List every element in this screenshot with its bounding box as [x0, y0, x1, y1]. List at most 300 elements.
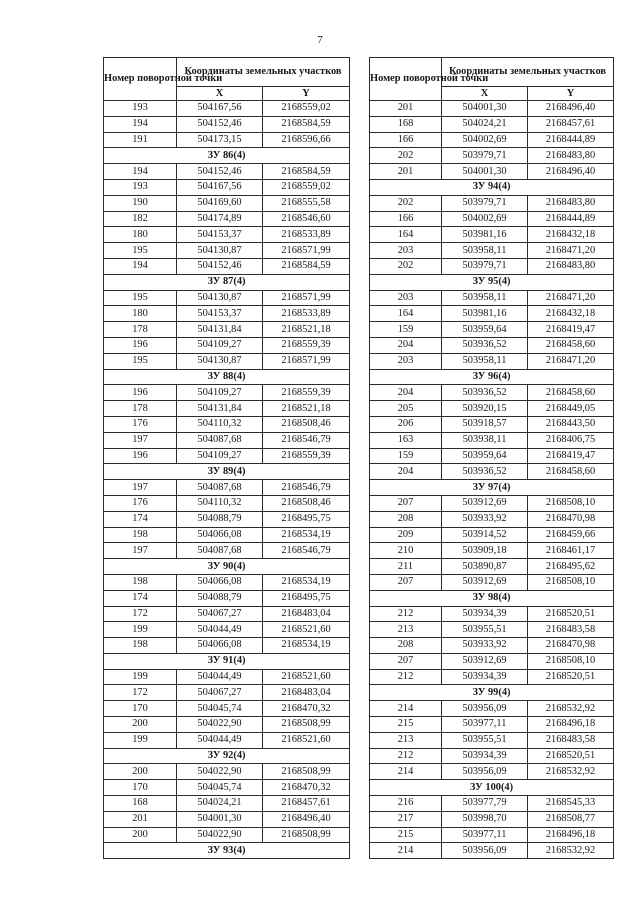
y-coordinate-cell: 2168419,47 [528, 322, 614, 338]
point-number-cell: 199 [104, 669, 177, 685]
y-coordinate-cell: 2168521,18 [263, 322, 350, 338]
table-row [104, 480, 350, 496]
table-row [370, 448, 614, 464]
point-number-cell: 198 [104, 527, 177, 543]
y-coordinate-cell: 2168496,18 [528, 827, 614, 843]
x-coordinate-cell: 503955,51 [442, 622, 528, 638]
y-coordinate-cell: 2168521,60 [263, 622, 350, 638]
x-coordinate-cell: 503958,11 [442, 243, 528, 259]
y-coordinate-cell: 2168559,39 [263, 448, 350, 464]
y-coordinate-cell: 2168532,92 [528, 701, 614, 717]
point-number-cell: 199 [104, 622, 177, 638]
point-number-cell: 215 [370, 717, 442, 733]
y-coordinate-cell: 2168546,79 [263, 543, 350, 559]
table-row [370, 574, 614, 590]
parcel-group-row [370, 685, 614, 701]
point-number-cell: 164 [370, 306, 442, 322]
point-number-cell: 159 [370, 448, 442, 464]
table-row [370, 811, 614, 827]
parcel-group-row [370, 480, 614, 496]
coordinates-table-left [103, 57, 350, 859]
y-coordinate-cell: 2168534,19 [263, 527, 350, 543]
y-coordinate-cell: 2168521,18 [263, 401, 350, 417]
x-coordinate-cell: 503938,11 [442, 432, 528, 448]
table-row [104, 669, 350, 685]
point-number-cell: 212 [370, 748, 442, 764]
point-number-cell: 207 [370, 653, 442, 669]
x-coordinate-cell: 503936,52 [442, 337, 528, 353]
x-coordinate-cell: 504109,27 [177, 385, 263, 401]
x-coordinate-cell: 503977,11 [442, 827, 528, 843]
y-coordinate-cell: 2168495,75 [263, 511, 350, 527]
x-coordinate-cell: 504130,87 [177, 243, 263, 259]
x-coordinate-cell: 503998,70 [442, 811, 528, 827]
parcel-group-row [104, 369, 350, 385]
table-row [104, 258, 350, 274]
point-number-cell: 210 [370, 543, 442, 559]
point-number-cell: 208 [370, 638, 442, 654]
point-number-cell: 204 [370, 337, 442, 353]
point-number-cell: 201 [104, 811, 177, 827]
parcel-group-row [104, 148, 350, 164]
point-number-cell: 176 [104, 495, 177, 511]
x-coordinate-cell: 504167,56 [177, 179, 263, 195]
point-number-cell: 196 [104, 337, 177, 353]
x-coordinate-cell: 503958,11 [442, 353, 528, 369]
page-number: 7 [317, 34, 323, 46]
point-number-cell: 209 [370, 527, 442, 543]
parcel-group-row [370, 274, 614, 290]
y-coordinate-cell: 2168496,18 [528, 717, 614, 733]
point-number-header: Номер поворотной точки [370, 58, 442, 101]
table-row [104, 495, 350, 511]
y-coordinate-cell: 2168483,80 [528, 195, 614, 211]
x-coordinate-cell: 503912,69 [442, 574, 528, 590]
point-number-cell: 214 [370, 701, 442, 717]
y-coordinate-cell: 2168508,10 [528, 574, 614, 590]
point-number-cell: 201 [370, 164, 442, 180]
parcel-label: ЗУ 92(4) [104, 748, 350, 764]
point-number-cell: 214 [370, 843, 442, 859]
y-coordinate-cell: 2168584,59 [263, 116, 350, 132]
parcel-label: ЗУ 90(4) [104, 559, 350, 575]
y-coordinate-cell: 2168471,20 [528, 290, 614, 306]
x-coordinate-cell: 504109,27 [177, 337, 263, 353]
y-coordinate-cell: 2168546,60 [263, 211, 350, 227]
parcel-group-row [370, 179, 614, 195]
x-header: X [442, 87, 528, 101]
table-row [104, 243, 350, 259]
y-coordinate-cell: 2168533,89 [263, 227, 350, 243]
table-row [370, 195, 614, 211]
y-coordinate-cell: 2168471,20 [528, 353, 614, 369]
point-number-cell: 195 [104, 353, 177, 369]
point-number-cell: 195 [104, 243, 177, 259]
point-number-cell: 203 [370, 243, 442, 259]
point-number-cell: 168 [370, 116, 442, 132]
x-coordinate-cell: 503934,39 [442, 606, 528, 622]
y-coordinate-cell: 2168444,89 [528, 211, 614, 227]
parcel-label: ЗУ 94(4) [370, 179, 614, 195]
y-coordinate-cell: 2168458,60 [528, 464, 614, 480]
point-number-cell: 178 [104, 401, 177, 417]
parcel-group-row [104, 653, 350, 669]
point-number-cell: 170 [104, 780, 177, 796]
point-number-cell: 212 [370, 606, 442, 622]
point-number-cell: 198 [104, 638, 177, 654]
point-number-cell: 202 [370, 148, 442, 164]
table-row [104, 227, 350, 243]
point-number-cell: 166 [370, 132, 442, 148]
point-number-header: Номер поворотной точки [104, 58, 177, 101]
x-coordinate-cell: 503977,11 [442, 717, 528, 733]
x-coordinate-cell: 503981,16 [442, 306, 528, 322]
y-coordinate-cell: 2168483,80 [528, 148, 614, 164]
x-coordinate-cell: 503958,11 [442, 290, 528, 306]
x-coordinate-cell: 503955,51 [442, 732, 528, 748]
point-number-cell: 170 [104, 701, 177, 717]
x-coordinate-cell: 504167,56 [177, 101, 263, 117]
coordinates-table-right [369, 57, 614, 859]
point-number-cell: 202 [370, 195, 442, 211]
parcel-label: ЗУ 95(4) [370, 274, 614, 290]
x-coordinate-cell: 503956,09 [442, 843, 528, 859]
point-number-cell: 180 [104, 306, 177, 322]
table-row [104, 132, 350, 148]
table-row [104, 527, 350, 543]
parcel-group-row [104, 274, 350, 290]
table-row [104, 416, 350, 432]
y-coordinate-cell: 2168432,18 [528, 306, 614, 322]
point-number-cell: 172 [104, 685, 177, 701]
x-coordinate-cell: 503956,09 [442, 701, 528, 717]
y-coordinate-cell: 2168458,60 [528, 337, 614, 353]
y-coordinate-cell: 2168532,92 [528, 843, 614, 859]
y-coordinate-cell: 2168470,32 [263, 780, 350, 796]
table-row [104, 511, 350, 527]
x-coordinate-cell: 503933,92 [442, 638, 528, 654]
table-row [104, 780, 350, 796]
table-row [370, 543, 614, 559]
table-row [104, 764, 350, 780]
parcel-label: ЗУ 89(4) [104, 464, 350, 480]
point-number-cell: 206 [370, 416, 442, 432]
y-coordinate-cell: 2168483,04 [263, 606, 350, 622]
table-row [370, 148, 614, 164]
y-coordinate-cell: 2168508,46 [263, 416, 350, 432]
x-coordinate-cell: 503934,39 [442, 669, 528, 685]
table-row [370, 416, 614, 432]
parcel-label: ЗУ 93(4) [104, 843, 350, 859]
table-row [370, 464, 614, 480]
parcel-group-row [370, 590, 614, 606]
x-coordinate-cell: 504088,79 [177, 590, 263, 606]
y-coordinate-cell: 2168508,10 [528, 653, 614, 669]
x-coordinate-cell: 503918,57 [442, 416, 528, 432]
y-coordinate-cell: 2168470,98 [528, 511, 614, 527]
y-coordinate-cell: 2168508,10 [528, 495, 614, 511]
table-row [104, 685, 350, 701]
table-row [370, 243, 614, 259]
x-coordinate-cell: 504044,49 [177, 732, 263, 748]
point-number-cell: 213 [370, 622, 442, 638]
point-number-cell: 197 [104, 480, 177, 496]
y-coordinate-cell: 2168444,89 [528, 132, 614, 148]
parcel-group-row [104, 559, 350, 575]
table-row [370, 827, 614, 843]
y-coordinate-cell: 2168546,79 [263, 480, 350, 496]
y-coordinate-cell: 2168508,77 [528, 811, 614, 827]
y-coordinate-cell: 2168443,50 [528, 416, 614, 432]
x-coordinate-cell: 503920,15 [442, 401, 528, 417]
x-coordinate-cell: 504173,15 [177, 132, 263, 148]
x-coordinate-cell: 503912,69 [442, 495, 528, 511]
point-number-cell: 182 [104, 211, 177, 227]
point-number-cell: 216 [370, 796, 442, 812]
y-coordinate-cell: 2168508,99 [263, 827, 350, 843]
point-number-cell: 194 [104, 164, 177, 180]
y-coordinate-cell: 2168559,02 [263, 179, 350, 195]
y-coordinate-cell: 2168457,61 [528, 116, 614, 132]
y-coordinate-cell: 2168520,51 [528, 669, 614, 685]
point-number-cell: 176 [104, 416, 177, 432]
table-row [104, 827, 350, 843]
table-row [370, 764, 614, 780]
y-coordinate-cell: 2168419,47 [528, 448, 614, 464]
parcel-group-row [370, 780, 614, 796]
x-coordinate-cell: 503979,71 [442, 195, 528, 211]
x-coordinate-cell: 503956,09 [442, 764, 528, 780]
x-coordinate-cell: 503977,79 [442, 796, 528, 812]
x-coordinate-cell: 504022,90 [177, 717, 263, 733]
parcel-label: ЗУ 88(4) [104, 369, 350, 385]
table-row [104, 116, 350, 132]
y-coordinate-cell: 2168521,60 [263, 669, 350, 685]
table-row [370, 258, 614, 274]
y-coordinate-cell: 2168546,79 [263, 432, 350, 448]
x-coordinate-cell: 504152,46 [177, 164, 263, 180]
point-number-cell: 196 [104, 385, 177, 401]
table-row [370, 606, 614, 622]
y-coordinate-cell: 2168584,59 [263, 164, 350, 180]
point-number-cell: 202 [370, 258, 442, 274]
table-row [370, 101, 614, 117]
parcel-label: ЗУ 98(4) [370, 590, 614, 606]
x-coordinate-cell: 504001,30 [442, 101, 528, 117]
coordinates-body-left [104, 101, 350, 859]
parcel-label: ЗУ 86(4) [104, 148, 350, 164]
point-number-cell: 174 [104, 511, 177, 527]
x-coordinate-cell: 504002,69 [442, 132, 528, 148]
table-row [370, 432, 614, 448]
x-coordinate-cell: 503909,18 [442, 543, 528, 559]
x-coordinate-cell: 504066,08 [177, 574, 263, 590]
table-row [104, 796, 350, 812]
y-coordinate-cell: 2168496,40 [263, 811, 350, 827]
coordinates-body-right [370, 101, 614, 859]
table-row [104, 432, 350, 448]
y-coordinate-cell: 2168584,59 [263, 258, 350, 274]
table-row [370, 527, 614, 543]
point-number-cell: 213 [370, 732, 442, 748]
x-coordinate-cell: 504066,08 [177, 638, 263, 654]
table-row [104, 717, 350, 733]
point-number-cell: 198 [104, 574, 177, 590]
x-coordinate-cell: 504152,46 [177, 258, 263, 274]
table-row [370, 353, 614, 369]
y-coordinate-cell: 2168461,17 [528, 543, 614, 559]
point-number-cell: 159 [370, 322, 442, 338]
x-coordinate-cell: 504002,69 [442, 211, 528, 227]
point-number-cell: 197 [104, 543, 177, 559]
point-number-cell: 163 [370, 432, 442, 448]
table-row [370, 638, 614, 654]
x-coordinate-cell: 504087,68 [177, 543, 263, 559]
parcel-label: ЗУ 100(4) [370, 780, 614, 796]
y-coordinate-cell: 2168571,99 [263, 290, 350, 306]
x-coordinate-cell: 504045,74 [177, 780, 263, 796]
x-coordinate-cell: 503936,52 [442, 385, 528, 401]
x-coordinate-cell: 504174,89 [177, 211, 263, 227]
y-coordinate-cell: 2168508,99 [263, 717, 350, 733]
x-coordinate-cell: 503959,64 [442, 448, 528, 464]
table-row [370, 227, 614, 243]
x-coordinate-cell: 504109,27 [177, 448, 263, 464]
y-coordinate-cell: 2168555,58 [263, 195, 350, 211]
parcel-label: ЗУ 96(4) [370, 369, 614, 385]
table-row [370, 717, 614, 733]
point-number-cell: 207 [370, 495, 442, 511]
y-coordinate-cell: 2168534,19 [263, 638, 350, 654]
y-coordinate-cell: 2168483,04 [263, 685, 350, 701]
table-row [104, 638, 350, 654]
y-coordinate-cell: 2168559,39 [263, 337, 350, 353]
point-number-cell: 217 [370, 811, 442, 827]
x-coordinate-cell: 504067,27 [177, 606, 263, 622]
x-coordinate-cell: 503934,39 [442, 748, 528, 764]
table-row [370, 211, 614, 227]
y-coordinate-cell: 2168520,51 [528, 748, 614, 764]
y-coordinate-cell: 2168459,66 [528, 527, 614, 543]
table-row [370, 322, 614, 338]
point-number-cell: 203 [370, 290, 442, 306]
y-coordinate-cell: 2168571,99 [263, 353, 350, 369]
point-number-cell: 180 [104, 227, 177, 243]
x-coordinate-cell: 504169,60 [177, 195, 263, 211]
table-row [104, 543, 350, 559]
x-coordinate-cell: 503890,87 [442, 559, 528, 575]
y-coordinate-cell: 2168596,66 [263, 132, 350, 148]
x-coordinate-cell: 504088,79 [177, 511, 263, 527]
parcel-group-row [104, 464, 350, 480]
y-coordinate-cell: 2168496,40 [528, 164, 614, 180]
table-row [104, 322, 350, 338]
point-number-cell: 205 [370, 401, 442, 417]
x-coordinate-cell: 503979,71 [442, 258, 528, 274]
point-number-cell: 197 [104, 432, 177, 448]
y-coordinate-cell: 2168471,20 [528, 243, 614, 259]
y-coordinate-cell: 2168496,40 [528, 101, 614, 117]
point-number-cell: 195 [104, 290, 177, 306]
parcel-group-row [104, 843, 350, 859]
x-coordinate-cell: 503981,16 [442, 227, 528, 243]
y-coordinate-cell: 2168545,33 [528, 796, 614, 812]
point-number-cell: 207 [370, 574, 442, 590]
x-coordinate-cell: 504153,37 [177, 306, 263, 322]
x-coordinate-cell: 504001,30 [442, 164, 528, 180]
point-number-cell: 204 [370, 464, 442, 480]
table-row [370, 164, 614, 180]
parcel-label: ЗУ 87(4) [104, 274, 350, 290]
table-row [104, 574, 350, 590]
table-row [370, 495, 614, 511]
x-coordinate-cell: 504024,21 [442, 116, 528, 132]
table-row [370, 132, 614, 148]
x-coordinate-cell: 503933,92 [442, 511, 528, 527]
table-row [104, 101, 350, 117]
table-row [104, 353, 350, 369]
table-row [104, 179, 350, 195]
y-coordinate-cell: 2168532,92 [528, 764, 614, 780]
x-coordinate-cell: 504066,08 [177, 527, 263, 543]
x-coordinate-cell: 503936,52 [442, 464, 528, 480]
table-row [104, 290, 350, 306]
table-row [370, 290, 614, 306]
x-coordinate-cell: 504153,37 [177, 227, 263, 243]
y-coordinate-cell: 2168470,98 [528, 638, 614, 654]
x-coordinate-cell: 504044,49 [177, 669, 263, 685]
table-row [370, 511, 614, 527]
point-number-cell: 193 [104, 101, 177, 117]
table-row [370, 306, 614, 322]
x-coordinate-cell: 504152,46 [177, 116, 263, 132]
table-row [370, 385, 614, 401]
y-coordinate-cell: 2168449,05 [528, 401, 614, 417]
x-coordinate-cell: 503959,64 [442, 322, 528, 338]
x-coordinate-cell: 504087,68 [177, 480, 263, 496]
table-row [104, 622, 350, 638]
point-number-cell: 194 [104, 258, 177, 274]
y-coordinate-cell: 2168534,19 [263, 574, 350, 590]
y-coordinate-cell: 2168470,32 [263, 701, 350, 717]
point-number-cell: 203 [370, 353, 442, 369]
x-coordinate-cell: 504022,90 [177, 764, 263, 780]
table-row [104, 401, 350, 417]
table-row [370, 559, 614, 575]
table-row [104, 701, 350, 717]
table-row [104, 306, 350, 322]
point-number-cell: 204 [370, 385, 442, 401]
y-coordinate-cell: 2168508,46 [263, 495, 350, 511]
y-header: Y [528, 87, 614, 101]
x-coordinate-cell: 504110,32 [177, 495, 263, 511]
table-row [104, 732, 350, 748]
parcel-group-row [104, 748, 350, 764]
x-coordinate-cell: 504087,68 [177, 432, 263, 448]
y-coordinate-cell: 2168520,51 [528, 606, 614, 622]
coordinates-header: Координаты земельных участков [177, 58, 350, 87]
point-number-cell: 168 [104, 796, 177, 812]
x-coordinate-cell: 504044,49 [177, 622, 263, 638]
x-coordinate-cell: 503979,71 [442, 148, 528, 164]
table-row [370, 748, 614, 764]
table-row [104, 337, 350, 353]
table-row [370, 732, 614, 748]
parcel-label: ЗУ 91(4) [104, 653, 350, 669]
table-row [370, 701, 614, 717]
y-coordinate-cell: 2168533,89 [263, 306, 350, 322]
point-number-cell: 172 [104, 606, 177, 622]
